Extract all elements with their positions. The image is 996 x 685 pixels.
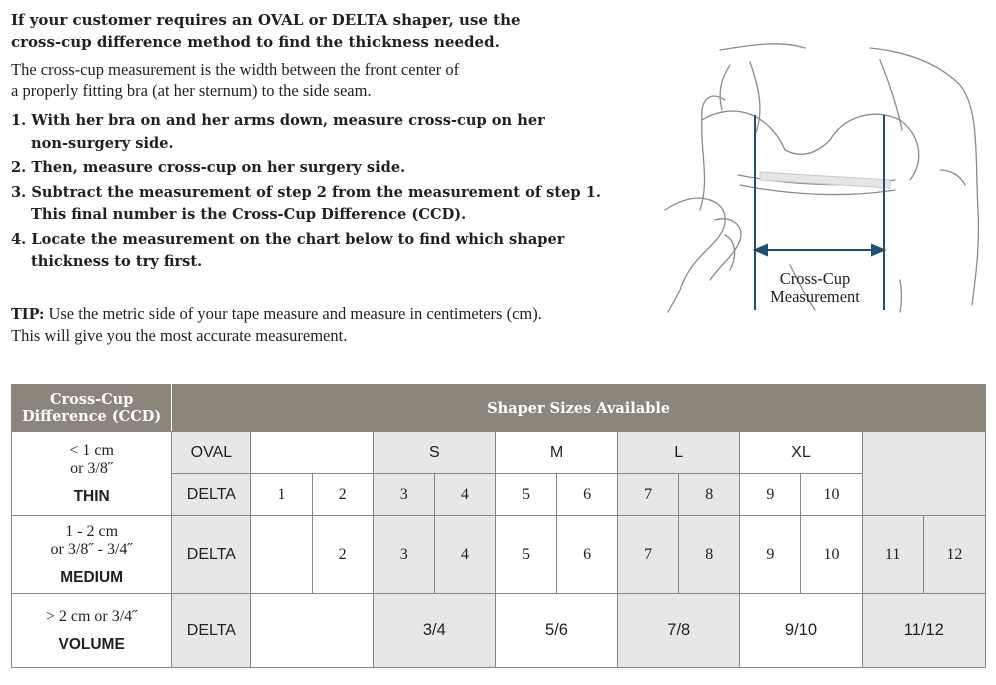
oval-size-xl: XL bbox=[740, 432, 862, 474]
oval-label: OVAL bbox=[172, 432, 251, 474]
ccd-thin: < 1 cm or 3/8˝ THIN bbox=[12, 432, 172, 516]
steps-list bbox=[11, 110, 631, 274]
category-medium: MEDIUM bbox=[60, 568, 124, 586]
step-4: 4. Locate the measurement on the chart below to find which shaper thickness to try first. bbox=[11, 230, 565, 270]
medium-size: 6 bbox=[557, 516, 618, 594]
step-2: 2. Then, measure cross-cup on her surgery side. bbox=[11, 159, 406, 176]
table-row-volume bbox=[12, 594, 986, 668]
thin-size: 5 bbox=[495, 474, 556, 516]
volume-size: 3/4 bbox=[373, 594, 495, 668]
step-1: 1. With her bra on and her arms down, measure cross-cup on her non-surgery side. bbox=[11, 112, 545, 152]
instructions bbox=[11, 9, 631, 276]
thin-size: 2 bbox=[312, 474, 373, 516]
ccd-header: Cross-Cup Difference (CCD) bbox=[12, 385, 172, 432]
oval-size-s: S bbox=[373, 432, 495, 474]
delta-label: DELTA bbox=[172, 516, 251, 594]
medium-size: 10 bbox=[801, 516, 862, 594]
ccd-medium: 1 - 2 cm or 3/8˝ - 3/4˝ MEDIUM bbox=[12, 516, 172, 594]
medium-size: 7 bbox=[618, 516, 679, 594]
thin-size: 10 bbox=[801, 474, 862, 516]
oval-size-l: L bbox=[618, 432, 740, 474]
table-row-thin-oval bbox=[12, 432, 986, 474]
volume-size: 11/12 bbox=[862, 594, 985, 668]
tip-label: TIP: bbox=[11, 306, 45, 323]
tip-text: TIP: Use the metric side of your tape measure and measure in centimeters (cm). This will give you the most accurate measurement. bbox=[11, 304, 542, 345]
medium-size: 2 bbox=[312, 516, 373, 594]
medium-size: 3 bbox=[373, 516, 434, 594]
thin-size: 4 bbox=[434, 474, 495, 516]
thin-size: 6 bbox=[557, 474, 618, 516]
category-volume: VOLUME bbox=[58, 635, 125, 653]
intro-description: The cross-cup measurement is the width between the front center of a properly fitting bra (at her sternum) to the side seam. bbox=[11, 60, 460, 100]
oval-size-m: M bbox=[495, 432, 617, 474]
thin-size: 1 bbox=[251, 474, 312, 516]
delta-label: DELTA bbox=[172, 474, 251, 516]
thin-size: 3 bbox=[373, 474, 434, 516]
step-3: 3. Subtract the measurement of step 2 from the measurement of step 1. This final number is the Cross-Cup Difference (CCD). bbox=[11, 183, 601, 223]
table-row-medium bbox=[12, 516, 986, 594]
volume-size: 7/8 bbox=[618, 594, 740, 668]
shaper-size-chart bbox=[11, 384, 986, 668]
shaper-sizes-header: Shaper Sizes Available bbox=[172, 385, 986, 432]
ccd-volume: > 2 cm or 3/4˝ VOLUME bbox=[12, 594, 172, 668]
medium-size: 5 bbox=[495, 516, 556, 594]
medium-size: 12 bbox=[923, 516, 985, 594]
thin-size: 8 bbox=[679, 474, 740, 516]
thin-size: 7 bbox=[618, 474, 679, 516]
thin-size: 9 bbox=[740, 474, 801, 516]
medium-size: 8 bbox=[679, 516, 740, 594]
category-thin: THIN bbox=[73, 487, 110, 505]
intro-heading: If your customer requires an OVAL or DELTA shaper, use the cross-cup difference method to find the thickness needed. bbox=[11, 11, 521, 51]
medium-size: 4 bbox=[434, 516, 495, 594]
cross-cup-label: Cross-Cup Measurement bbox=[770, 269, 860, 306]
delta-label: DELTA bbox=[172, 594, 251, 668]
medium-size: 9 bbox=[740, 516, 801, 594]
volume-size: 9/10 bbox=[740, 594, 862, 668]
medium-size: 11 bbox=[862, 516, 923, 594]
volume-size: 5/6 bbox=[495, 594, 617, 668]
table-header bbox=[12, 385, 986, 432]
